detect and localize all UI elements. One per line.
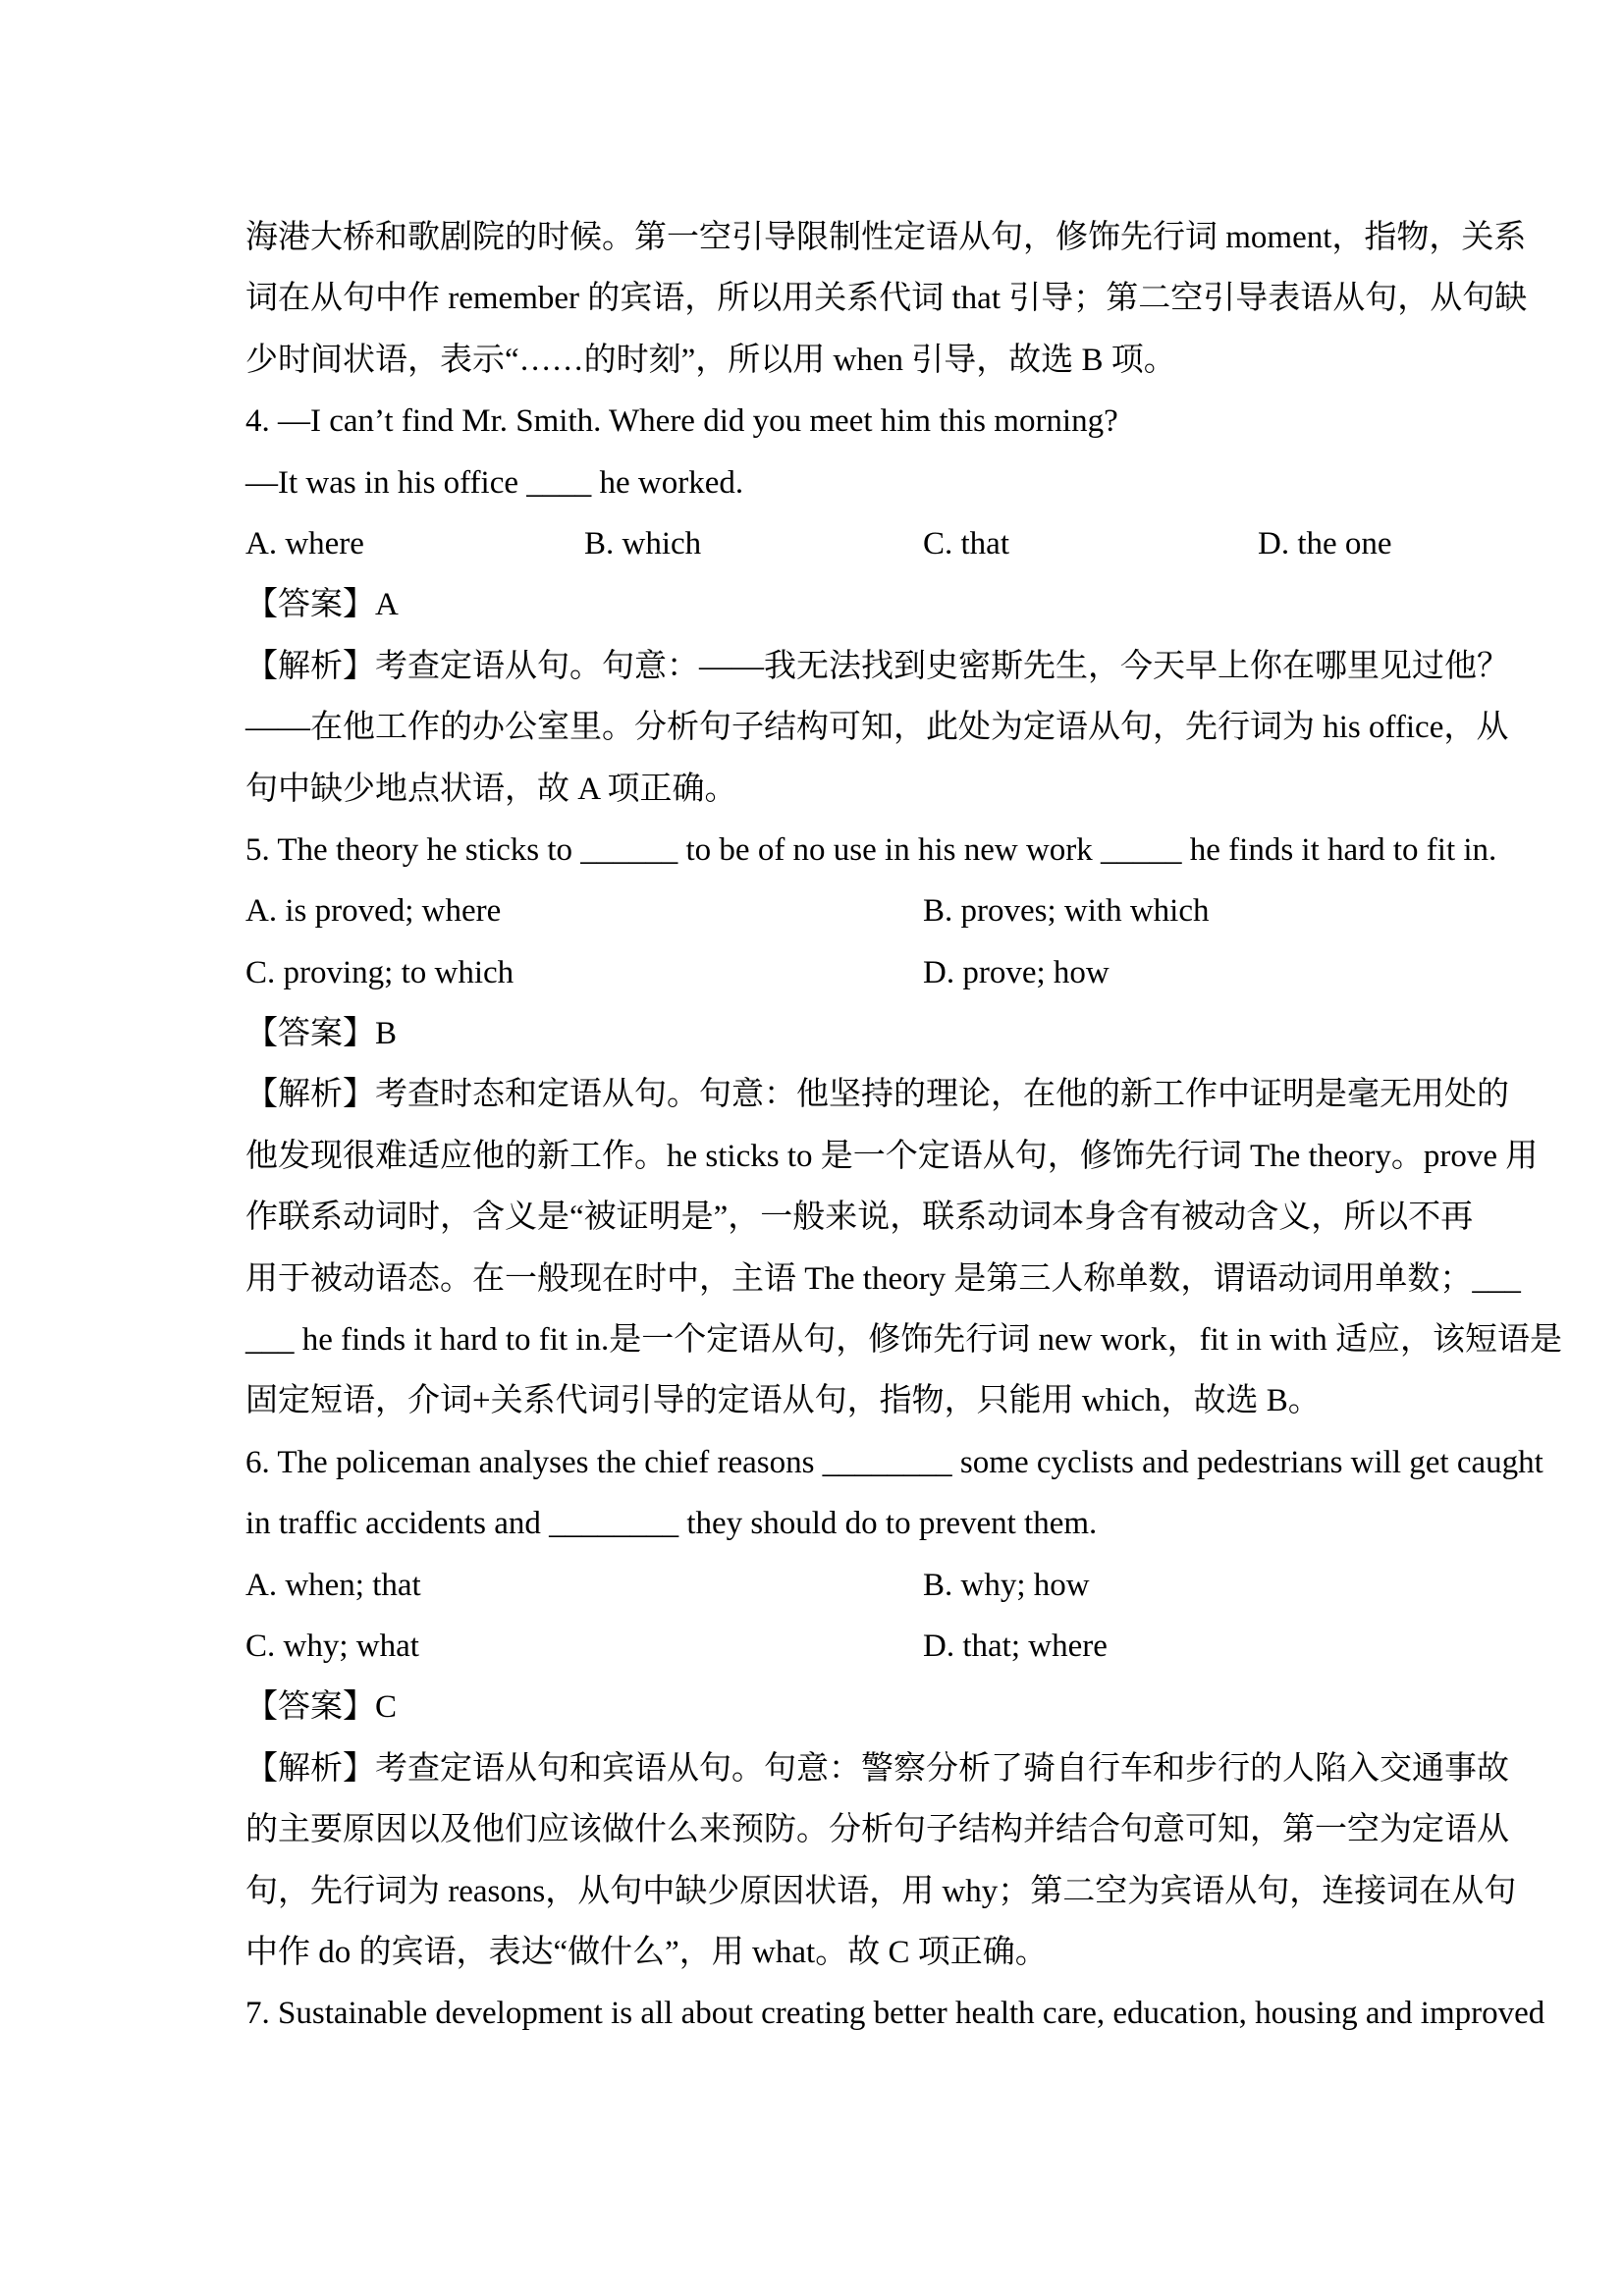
q6-stem-line-2: in traffic accidents and ________ they should do to prevent them. xyxy=(245,1506,1098,1542)
analysis-continuation-line: 少时间状语，表示“……的时刻”，所以用 when 引导，故选 B 项。 xyxy=(245,342,1176,378)
q4-analysis-line: ——在他工作的办公室里。分析句子结构可知，此处为定语从句，先行词为 his office，从 xyxy=(245,710,1509,746)
q4-stem-line-2: —It was in his office ____ he worked. xyxy=(245,464,744,501)
q4-option-c: C. that xyxy=(923,525,1009,561)
q5-analysis-line: ___ he finds it hard to fit in.是一个定语从句，修饰先行词 new work，fit in with 适应，该短语是 xyxy=(245,1322,1562,1359)
q5-option-d: D. prove; how xyxy=(923,954,1110,990)
q4-analysis-line: 句中缺少地点状语，故 A 项正确。 xyxy=(245,771,737,807)
q6-stem-line-1: 6. The policeman analyses the chief reasons ________ some cyclists and pedestrians will get caught xyxy=(245,1444,1543,1480)
analysis-continuation-line: 海港大桥和歌剧院的时候。第一空引导限制性定语从句，修饰先行词 moment，指物，关系 xyxy=(245,220,1527,255)
q4-option-d: D. the one xyxy=(1258,525,1392,561)
q4-stem-line-1: 4. —I can’t find Mr. Smith. Where did you meet him this morning? xyxy=(245,403,1118,440)
q5-option-b: B. proves; with which xyxy=(923,893,1210,930)
q5-analysis-line: 【解析】考查时态和定语从句。句意：他坚持的理论，在他的新工作中证明是毫无用处的 xyxy=(245,1077,1509,1113)
q4-options-row xyxy=(245,513,1392,574)
analysis-continuation-line: 词在从句中作 remember 的宾语，所以用关系代词 that 引导；第二空引导表语从句，从句缺 xyxy=(245,281,1528,317)
q6-options-row-1 xyxy=(245,1555,1382,1616)
q5-options-row-2 xyxy=(245,942,1382,1003)
q6-analysis-line: 中作 do 的宾语，表达“做什么”，用 what。故 C 项正确。 xyxy=(245,1934,1048,1970)
q5-options-row-1 xyxy=(245,881,1382,941)
q5-analysis-line: 他发现很难适应他的新工作。he sticks to 是一个定语从句，修饰先行词 The theory。prove 用 xyxy=(245,1138,1539,1174)
document-text-block xyxy=(245,207,1562,2045)
q6-analysis-line: 句，先行词为 reasons，从句中缺少原因状语，用 why；第二空为宾语从句，连接词在从句 xyxy=(245,1873,1517,1909)
q7-stem-line-1: 7. Sustainable development is all about creating better health care, education, housing and improved xyxy=(245,1996,1545,2032)
q6-options-row-2 xyxy=(245,1616,1382,1677)
q6-option-a: A. when; that xyxy=(245,1567,421,1603)
q4-option-b: B. which xyxy=(584,525,702,561)
q6-analysis-line: 【解析】考查定语从句和宾语从句。句意：警察分析了骑自行车和步行的人陷入交通事故 xyxy=(245,1750,1509,1787)
q5-analysis-line: 作联系动词时，含义是“被证明是”，一般来说，联系动词本身含有被动含义，所以不再 xyxy=(245,1200,1474,1236)
q5-option-c: C. proving; to which xyxy=(245,954,514,990)
q6-option-d: D. that; where xyxy=(923,1628,1108,1664)
q5-stem-line-1: 5. The theory he sticks to ______ to be of no use in his new work _____ he finds it hard to fit in. xyxy=(245,831,1497,868)
q5-option-a: A. is proved; where xyxy=(245,893,502,930)
q6-option-c: C. why; what xyxy=(245,1628,419,1664)
q4-analysis-line: 【解析】考查定语从句。句意：——我无法找到史密斯先生，今天早上你在哪里见过他？ xyxy=(245,648,1509,684)
q5-analysis-line: 用于被动语态。在一般现在时中，主语 The theory 是第三人称单数，谓语动词用单数；___ xyxy=(245,1260,1521,1297)
q5-answer-line: 【答案】B xyxy=(245,1016,398,1052)
q5-analysis-line: 固定短语，介词+关系代词引导的定语从句，指物，只能用 which，故选 B。 xyxy=(245,1383,1321,1419)
q4-option-a: A. where xyxy=(245,525,364,561)
q6-answer-line: 【答案】C xyxy=(245,1689,398,1726)
q6-analysis-line: 的主要原因以及他们应该做什么来预防。分析句子结构并结合句意可知，第一空为定语从 xyxy=(245,1812,1509,1848)
q6-option-b: B. why; how xyxy=(923,1567,1090,1603)
q4-answer-line: 【答案】A xyxy=(245,587,399,623)
